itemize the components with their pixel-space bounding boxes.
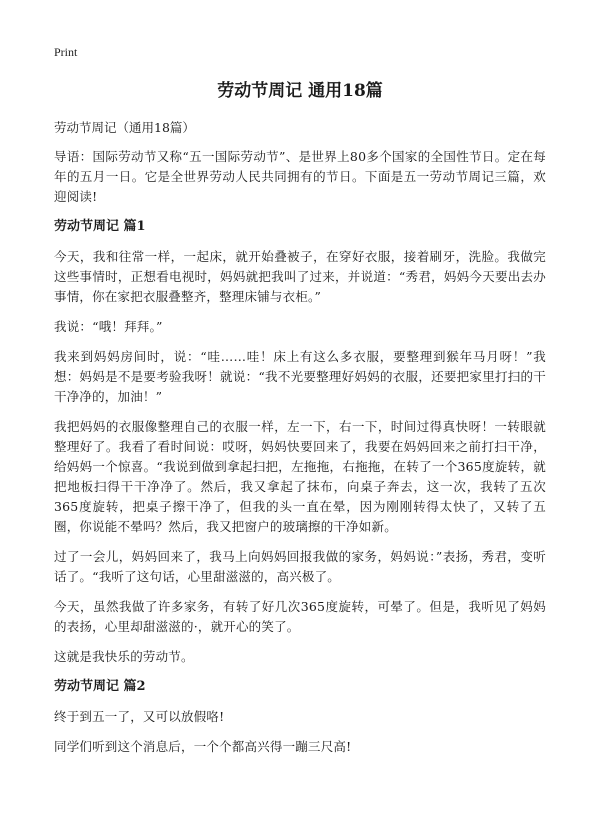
paragraph: 我把妈妈的衣服像整理自己的衣服一样，左一下，右一下，时间过得真快呀！一转眼就整理好了。我看了看时间说：哎呀，妈妈快要回来了，我要在妈妈回来之前打扫干净，给妈妈一个惊喜。“我说到做到拿起扫把，左拖拖，右拖拖，在转了一个365度旋转，就把地板扫得干干净净了。然后，我又拿起了抹布，向桌子奔去，这一次，我转了五次365度旋转，把桌子擦干净了，但我的头一直在晕，因为刚刚转得太快了，又转了五圈，你说能不晕吗？然后，我又把窗户的玻璃擦的干净如新。 (54, 419, 546, 534)
paragraph: 我说：“哦！拜拜。” (54, 319, 163, 334)
paragraph: 过了一会儿，妈妈回来了，我马上向妈妈回报我做的家务，妈妈说：”表扬，秀君，变听话了。“我听了这句话，心里甜滋滋的，高兴极了。 (54, 549, 546, 584)
section-heading-1: 劳动节周记 篇1 (54, 219, 146, 234)
paragraph: 今天，我和往常一样，一起床，就开始叠被子，在穿好衣服，接着刷牙，洗脸。我做完这些事情时，正想看电视时，妈妈就把我叫了过来，并说道：“秀君，妈妈今天要出去办事情，你在家把衣服叠整齐，整理床铺与衣柜。” (54, 249, 546, 304)
paragraph: 这就是我快乐的劳动节。 (54, 649, 194, 664)
paragraph: 今天，虽然我做了许多家务，有转了好几次365度旋转，可晕了。但是，我听见了妈妈的表扬，心里却甜滋滋的·，就开心的笑了。 (54, 599, 546, 634)
document-title: 劳动节周记 通用18篇 (217, 81, 383, 101)
print-label: Print (54, 45, 78, 59)
paragraph: 我来到妈妈房间时，说：“哇……哇！床上有这么多衣服，要整理到猴年马月呀！”我想：妈妈是不是要考验我呀！就说：“我不光要整理好妈妈的衣服，还要把家里打扫的干干净净的，加油！” (54, 349, 546, 404)
paragraph: 终于到五一了，又可以放假咯! (54, 709, 225, 724)
section-heading-2: 劳动节周记 篇2 (54, 679, 146, 694)
intro-paragraph: 导语：国际劳动节又称“五一国际劳动节”、是世界上80多个国家的全国性节日。定在每年的五月一日。它是全世界劳动人民共同拥有的节日。下面是五一劳动节周记三篇，欢迎阅读! (54, 149, 546, 204)
paragraph: 同学们听到这个消息后，一个个都高兴得一蹦三尺高! (54, 739, 352, 754)
document-subtitle: 劳动节周记（通用18篇） (54, 120, 195, 135)
